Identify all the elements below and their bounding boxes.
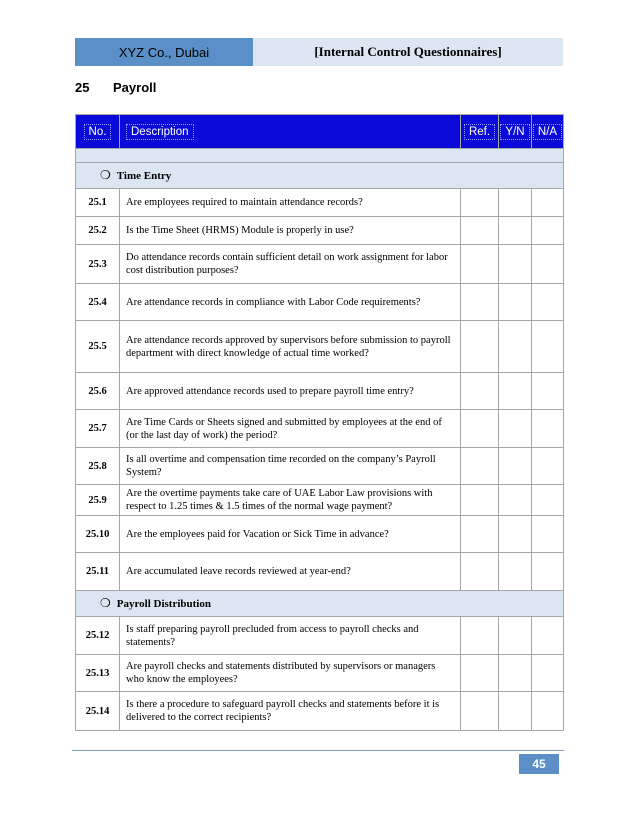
page-header [75,38,563,66]
item-number: 25.3 [76,245,120,284]
na-cell[interactable] [532,410,564,448]
na-cell[interactable] [532,373,564,410]
item-description: Are employees required to maintain attendance records? [120,189,461,217]
yn-cell[interactable] [499,485,532,516]
group-title: Time Entry [116,170,172,182]
yn-cell[interactable] [499,189,532,217]
circle-bullet-icon: ❍ [100,168,111,182]
spacer-row [76,149,564,163]
yn-cell[interactable] [499,410,532,448]
item-description: Are attendance records in compliance with Labor Code requirements? [120,284,461,321]
item-description: Are Time Cards or Sheets signed and submitted by employees at the end of (or the last day of work) the period? [120,410,461,448]
questionnaire-table [75,114,564,731]
item-description: Are payroll checks and statements distributed by supervisors or managers who know the employees? [120,655,461,692]
section-number: 25 [75,80,90,95]
ref-cell[interactable] [461,655,499,692]
column-header-description: Description [120,115,461,149]
item-description: Are the employees paid for Vacation or Sick Time in advance? [120,516,461,553]
na-cell[interactable] [532,655,564,692]
item-description: Are the overtime payments take care of UAE Labor Law provisions with respect to 1.25 times & 1.5 times of the normal wage payment? [120,485,461,516]
circle-bullet-icon: ❍ [100,596,111,610]
column-header-na: N/A [532,115,564,149]
column-header-yn: Y/N [499,115,532,149]
item-number: 25.14 [76,692,120,731]
yn-cell[interactable] [499,617,532,655]
ref-cell[interactable] [461,189,499,217]
group-row-payroll-distribution [76,591,564,617]
page-number: 45 [519,754,559,774]
ref-cell[interactable] [461,485,499,516]
column-header-no: No. [76,115,120,149]
yn-cell[interactable] [499,373,532,410]
group-row-time-entry [76,163,564,189]
footer-divider [72,750,564,751]
section-heading [75,80,156,95]
ref-cell[interactable] [461,448,499,485]
na-cell[interactable] [532,217,564,245]
yn-cell[interactable] [499,321,532,373]
item-description: Are accumulated leave records reviewed at year-end? [120,553,461,591]
item-number: 25.7 [76,410,120,448]
header-company: XYZ Co., Dubai [75,38,253,66]
table-row [76,284,564,321]
ref-cell[interactable] [461,321,499,373]
yn-cell[interactable] [499,655,532,692]
table-header-row [76,115,564,149]
na-cell[interactable] [532,284,564,321]
item-number: 25.1 [76,189,120,217]
yn-cell[interactable] [499,284,532,321]
yn-cell[interactable] [499,245,532,284]
table-row [76,485,564,516]
na-cell[interactable] [532,553,564,591]
ref-cell[interactable] [461,692,499,731]
item-number: 25.8 [76,448,120,485]
section-title: Payroll [113,80,157,95]
table-row [76,448,564,485]
ref-cell[interactable] [461,410,499,448]
ref-cell[interactable] [461,217,499,245]
item-number: 25.11 [76,553,120,591]
table-row [76,516,564,553]
ref-cell[interactable] [461,553,499,591]
na-cell[interactable] [532,189,564,217]
ref-cell[interactable] [461,617,499,655]
group-title: Payroll Distribution [116,598,211,610]
item-number: 25.4 [76,284,120,321]
column-header-ref: Ref. [461,115,499,149]
item-description: Is staff preparing payroll precluded from access to payroll checks and statements? [120,617,461,655]
ref-cell[interactable] [461,245,499,284]
item-number: 25.9 [76,485,120,516]
yn-cell[interactable] [499,217,532,245]
item-description: Are attendance records approved by supervisors before submission to payroll department with direct knowledge of actual time worked? [120,321,461,373]
table-row [76,217,564,245]
item-description: Are approved attendance records used to prepare payroll time entry? [120,373,461,410]
ref-cell[interactable] [461,284,499,321]
table-row [76,617,564,655]
na-cell[interactable] [532,448,564,485]
item-description: Is there a procedure to safeguard payroll checks and statements before it is delivered to the correct recipients? [120,692,461,731]
ref-cell[interactable] [461,373,499,410]
ref-cell[interactable] [461,516,499,553]
yn-cell[interactable] [499,448,532,485]
item-number: 25.12 [76,617,120,655]
item-number: 25.10 [76,516,120,553]
item-number: 25.6 [76,373,120,410]
yn-cell[interactable] [499,516,532,553]
header-document-title: [Internal Control Questionnaires] [253,38,563,66]
item-description: Is all overtime and compensation time recorded on the company’s Payroll System? [120,448,461,485]
table-row [76,189,564,217]
na-cell[interactable] [532,516,564,553]
item-description: Is the Time Sheet (HRMS) Module is properly in use? [120,217,461,245]
yn-cell[interactable] [499,553,532,591]
na-cell[interactable] [532,321,564,373]
item-description: Do attendance records contain sufficient detail on work assignment for labor cost distribution purposes? [120,245,461,284]
yn-cell[interactable] [499,692,532,731]
table-row [76,553,564,591]
item-number: 25.2 [76,217,120,245]
item-number: 25.13 [76,655,120,692]
table-row [76,373,564,410]
na-cell[interactable] [532,617,564,655]
table-row [76,321,564,373]
table-row [76,692,564,731]
item-number: 25.5 [76,321,120,373]
table-row [76,655,564,692]
na-cell[interactable] [532,485,564,516]
table-row [76,245,564,284]
na-cell[interactable] [532,692,564,731]
table-row [76,410,564,448]
na-cell[interactable] [532,245,564,284]
